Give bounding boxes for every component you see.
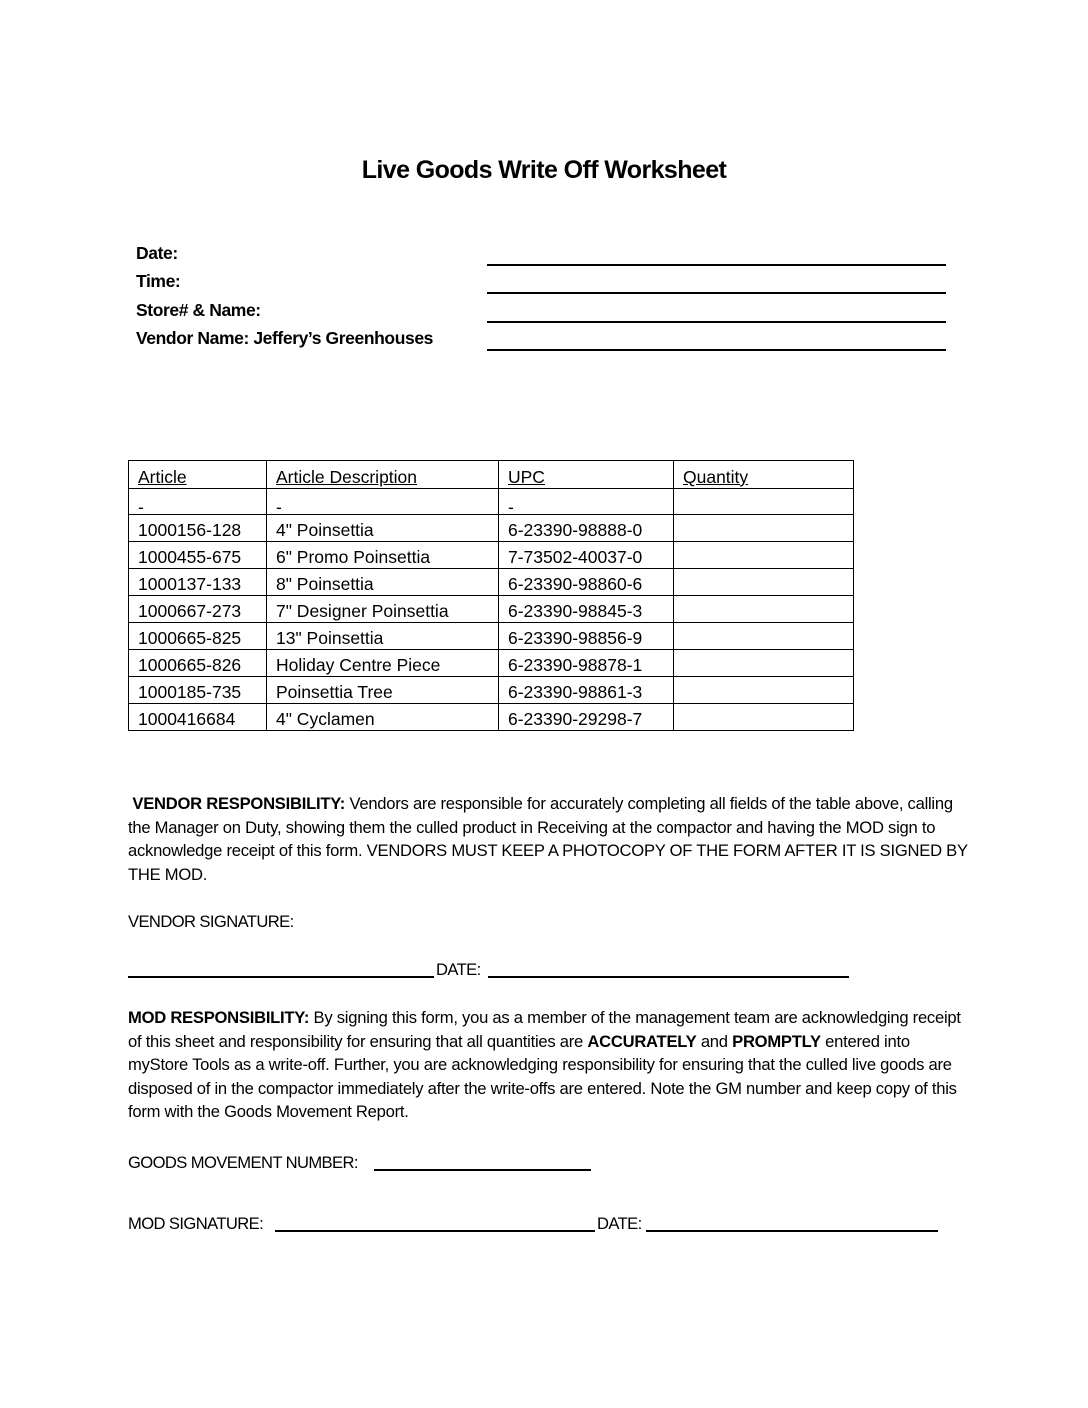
cell-upc: 7-73502-40037-0 (499, 542, 674, 569)
store-field[interactable] (136, 297, 946, 323)
page-title: Live Goods Write Off Worksheet (361, 156, 727, 184)
cell-upc: 6-23390-98860-6 (499, 569, 674, 596)
cell-description: 13" Poinsettia (267, 623, 499, 650)
vendor-responsibility-text: Vendors are responsible for accurately completing all fields of the table above, calling the Manager on Duty, showing them the culled product in Receiving at the compactor and having the MOD sign to acknowledge receipt of this form. VENDORS MUST KEEP A PHOTOCOPY OF THE FORM AFTER IT IS SIGNED BY THE MOD. (128, 794, 968, 884)
cell-article: 1000137-133 (129, 569, 267, 596)
vendor-name-label: Vendor Name: Jeffery’s Greenhouses (136, 328, 433, 348)
cell-article: 1000665-826 (129, 650, 267, 677)
time-field[interactable] (136, 268, 946, 294)
mod-responsibility-text: By signing this form, you as a member of the management team are acknowledging receipt of this sheet and responsibility for ensuring that all quantities are ACCURATELY and PROMPTLY entered into myStore Tools as a write-off. Further, you are acknowledging responsibility for ensuring that the culled live goods are disposed of in the compactor immediately after the write-offs are entered. Note the GM number and keep copy of this form with the Goods Movement Report. (128, 1008, 961, 1122)
table-row (129, 569, 854, 596)
cell-upc: 6-23390-98888-0 (499, 515, 674, 542)
column-header-article: Article (129, 461, 267, 489)
placeholder-article: - (129, 489, 267, 515)
cell-upc: 6-23390-98856-9 (499, 623, 674, 650)
cell-description: Holiday Centre Piece (267, 650, 499, 677)
vendor-name-field[interactable] (136, 325, 946, 351)
column-header-description: Article Description (267, 461, 499, 489)
placeholder-upc: - (499, 489, 674, 515)
vendor-date-line[interactable] (488, 976, 849, 978)
vendor-signature-label: VENDOR SIGNATURE: (128, 912, 294, 931)
mod-responsibility-paragraph (128, 1006, 968, 1124)
vendor-date-label: DATE: (436, 960, 481, 979)
goods-movement-label: GOODS MOVEMENT NUMBER: (128, 1153, 358, 1172)
time-label: Time: (136, 271, 181, 291)
table-row (129, 515, 854, 542)
column-header-upc: UPC (499, 461, 674, 489)
table-row (129, 650, 854, 677)
emphasis-accurately: ACCURATELY (587, 1031, 697, 1051)
vendor-name-input-line[interactable] (487, 349, 946, 351)
emphasis-promptly: PROMPTLY (732, 1031, 821, 1051)
store-label: Store# & Name: (136, 300, 261, 320)
date-input-line[interactable] (487, 264, 946, 266)
cell-upc: 6-23390-98861-3 (499, 677, 674, 704)
cell-upc: 6-23390-98845-3 (499, 596, 674, 623)
mod-date-line[interactable] (646, 1230, 938, 1232)
table-header-row (129, 461, 854, 489)
cell-article: 1000455-675 (129, 542, 267, 569)
column-header-quantity: Quantity (674, 461, 854, 489)
table-row (129, 623, 854, 650)
cell-quantity[interactable] (674, 542, 854, 569)
cell-description: 6" Promo Poinsettia (267, 542, 499, 569)
cell-quantity[interactable] (674, 650, 854, 677)
cell-quantity[interactable] (674, 704, 854, 731)
cell-quantity[interactable] (674, 623, 854, 650)
cell-upc: 6-23390-98878-1 (499, 650, 674, 677)
table-row (129, 542, 854, 569)
placeholder-quantity[interactable] (674, 489, 854, 515)
cell-description: 4" Poinsettia (267, 515, 499, 542)
cell-quantity[interactable] (674, 515, 854, 542)
cell-quantity[interactable] (674, 596, 854, 623)
table-row (129, 596, 854, 623)
cell-quantity[interactable] (674, 569, 854, 596)
cell-description: 8" Poinsettia (267, 569, 499, 596)
date-field[interactable] (136, 240, 946, 266)
placeholder-row (129, 489, 854, 515)
cell-article: 1000156-128 (129, 515, 267, 542)
date-label: Date: (136, 243, 178, 263)
table-row (129, 704, 854, 731)
cell-article: 1000665-825 (129, 623, 267, 650)
vendor-responsibility-heading: VENDOR RESPONSIBILITY: (132, 794, 346, 813)
vendor-signature-line[interactable] (128, 976, 434, 978)
time-input-line[interactable] (487, 292, 946, 294)
goods-movement-line[interactable] (374, 1169, 591, 1171)
cell-description: 7" Designer Poinsettia (267, 596, 499, 623)
mod-signature-line[interactable] (275, 1230, 595, 1232)
mod-responsibility-heading: MOD RESPONSIBILITY: (128, 1008, 310, 1027)
cell-upc: 6-23390-29298-7 (499, 704, 674, 731)
store-input-line[interactable] (487, 321, 946, 323)
cell-article: 1000667-273 (129, 596, 267, 623)
placeholder-description: - (267, 489, 499, 515)
cell-article: 1000416684 (129, 704, 267, 731)
table-row (129, 677, 854, 704)
items-table (128, 460, 854, 731)
vendor-responsibility-paragraph (128, 792, 968, 886)
cell-article: 1000185-735 (129, 677, 267, 704)
cell-description: 4" Cyclamen (267, 704, 499, 731)
cell-description: Poinsettia Tree (267, 677, 499, 704)
mod-signature-label: MOD SIGNATURE: (128, 1214, 264, 1233)
mod-date-label: DATE: (597, 1214, 642, 1233)
cell-quantity[interactable] (674, 677, 854, 704)
